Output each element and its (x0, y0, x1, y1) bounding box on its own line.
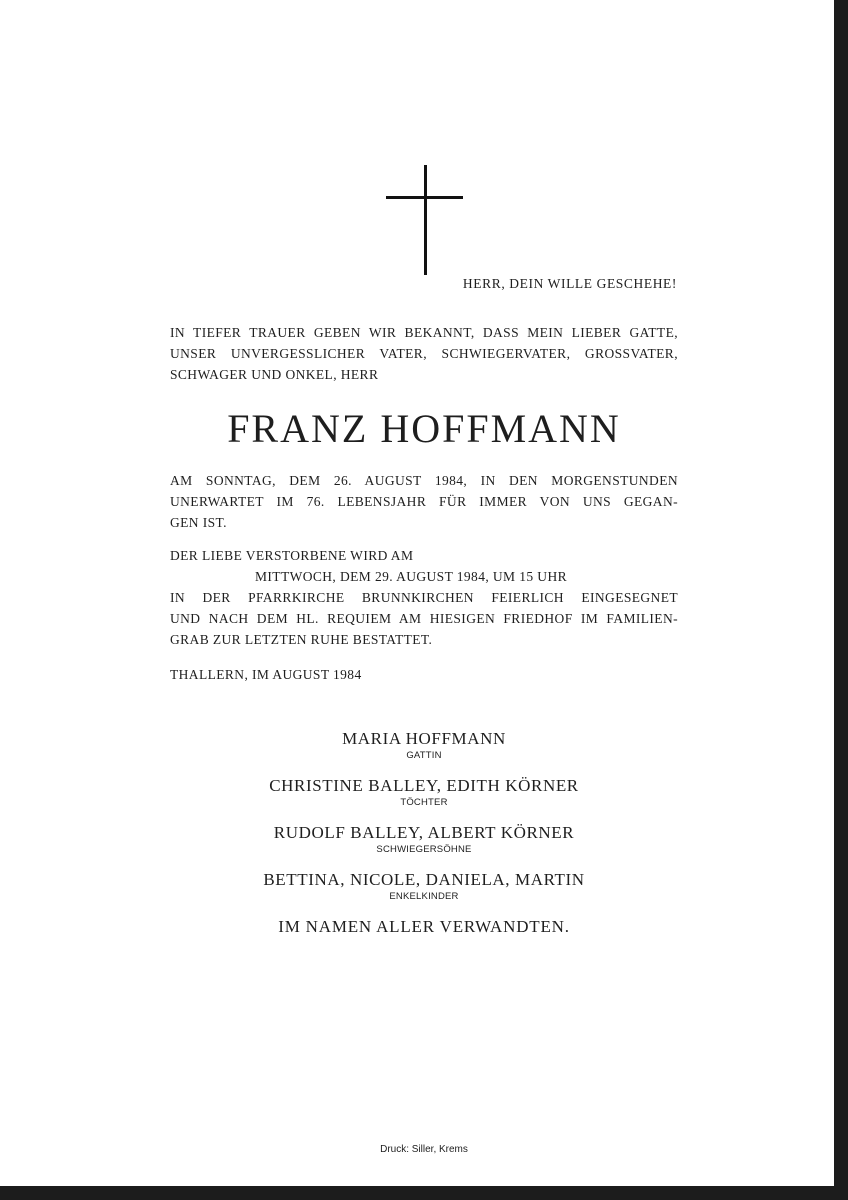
motto: HERR, DEIN WILLE GESCHEHE! (462, 276, 677, 291)
mourner-role: SCHWIEGERSÖHNE (376, 844, 472, 855)
death-line: GEN IST. (170, 515, 227, 530)
death-line: AM SONNTAG, DEM 26. AUGUST 1984, IN DEN MORGENSTUNDEN (170, 473, 678, 488)
intro-line: IN TIEFER TRAUER GEBEN WIR BEKANNT, DASS MEIN LIEBER GATTE, (170, 325, 678, 340)
deceased-name: FRANZ HOFFMANN (227, 406, 621, 451)
mourner-role: GATTIN (406, 750, 442, 761)
printer-credit: Druck: Siller, Krems (380, 1144, 468, 1155)
intro-paragraph (170, 322, 678, 385)
mourners-list (0, 728, 848, 938)
funeral-line: UND NACH DEM HL. REQUIEM AM HIESIGEN FRIEDHOF IM FAMILIEN- (170, 611, 678, 626)
closing-line: IM NAMEN ALLER VERWANDTEN. (278, 917, 570, 936)
mourner-names: CHRISTINE BALLEY, EDITH KÖRNER (269, 776, 579, 795)
place-date-text: THALLERN, IM AUGUST 1984 (170, 667, 362, 682)
intro-line: SCHWAGER UND ONKEL, HERR (170, 367, 379, 382)
death-paragraph (170, 470, 678, 533)
funeral-line: DER LIEBE VERSTORBENE WIRD AM (170, 548, 414, 563)
funeral-line: IN DER PFARRKIRCHE BRUNNKIRCHEN FEIERLICH EINGESEGNET (170, 590, 678, 605)
death-line: UNERWARTET IM 76. LEBENSJAHR FÜR IMMER VON UNS GEGAN- (170, 494, 678, 509)
funeral-date-line: MITTWOCH, DEM 29. AUGUST 1984, UM 15 UHR (255, 569, 568, 584)
funeral-paragraph (170, 545, 678, 650)
mourner-names: BETTINA, NICOLE, DANIELA, MARTIN (263, 870, 585, 889)
funeral-line: GRAB ZUR LETZTEN RUHE BESTATTET. (170, 632, 433, 647)
mourner-names: RUDOLF BALLEY, ALBERT KÖRNER (273, 823, 575, 842)
place-date (170, 664, 678, 685)
intro-line: UNSER UNVERGESSLICHER VATER, SCHWIEGERVATER, GROSSVATER, (170, 346, 678, 361)
mourner-role: ENKELKINDER (389, 891, 459, 902)
mourner-role: TÖCHTER (400, 797, 448, 808)
mourner-names: MARIA HOFFMANN (342, 729, 506, 748)
